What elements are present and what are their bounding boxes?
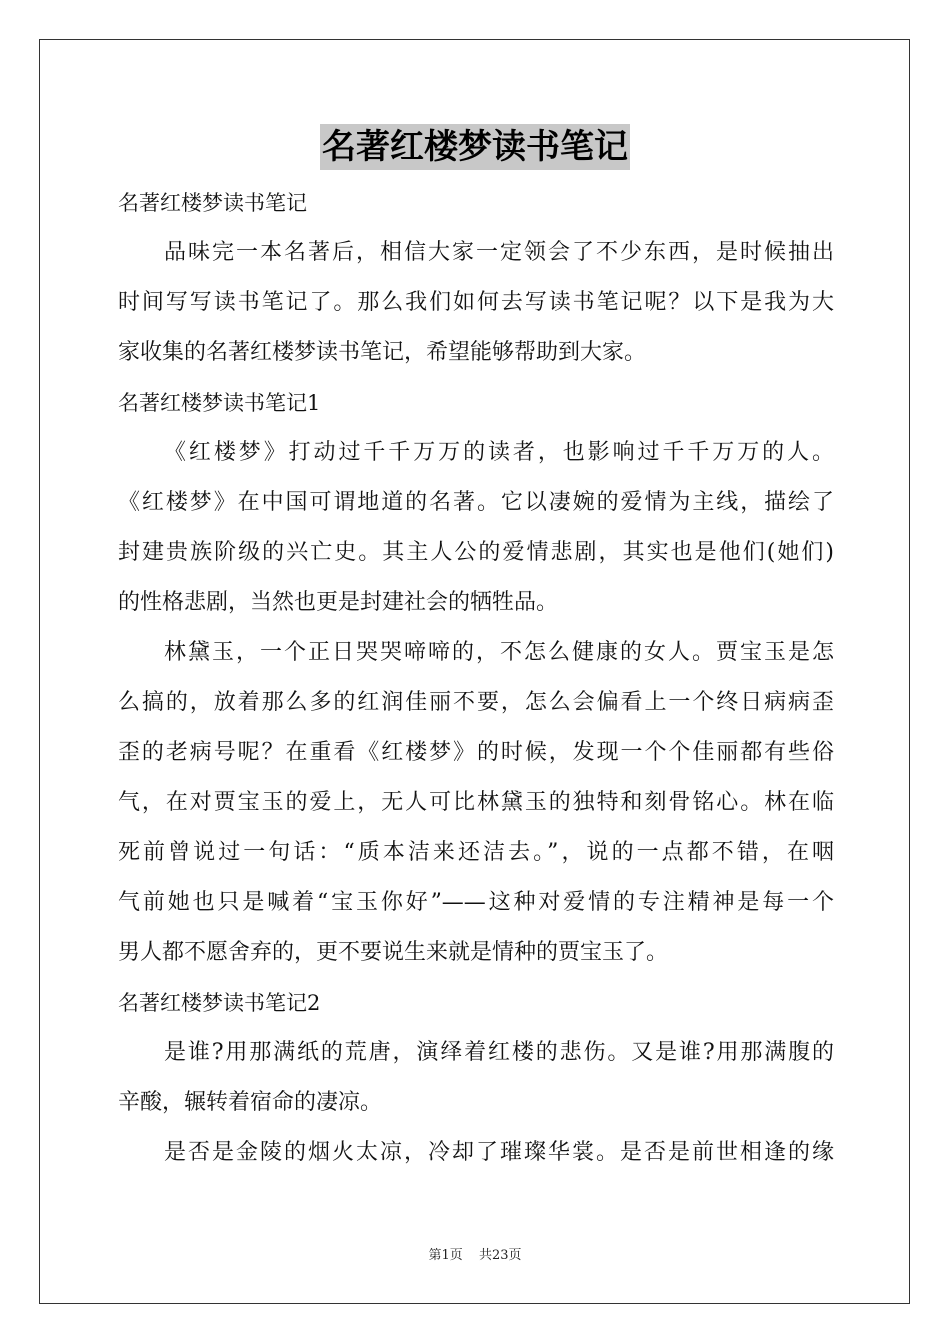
paragraph-line: 时间写写读书笔记了。那么我们如何去写读书笔记呢？以下是我为大 — [118, 290, 834, 315]
paragraph-line: 的性格悲剧，当然也更是封建社会的牺牲品。 — [118, 590, 559, 615]
paragraph-line: 男人都不愿舍弃的，更不要说生来就是情种的贾宝玉了。 — [118, 940, 669, 965]
paragraph-line: 辛酸，辗转着宿命的凄凉。 — [118, 1090, 383, 1115]
paragraph-line: 《红楼梦》打动过千千万万的读者，也影响过千千万万的人。 — [164, 440, 834, 465]
paragraph-line: 歪的老病号呢？在重看《红楼梦》的时候，发现一个个佳丽都有些俗 — [118, 740, 834, 765]
page-footer — [0, 1247, 950, 1265]
page-number: 第1页 — [428, 1248, 463, 1263]
paragraph-line: 么搞的，放着那么多的红润佳丽不要，怎么会偏看上一个终日病病歪 — [118, 690, 834, 715]
page-total: 共23页 — [478, 1248, 522, 1263]
paragraph-line: 《红楼梦》在中国可谓地道的名著。它以凄婉的爱情为主线，描绘了 — [118, 490, 834, 515]
section-heading: 名著红楼梦读书笔记2 — [118, 991, 321, 1015]
section-heading: 名著红楼梦读书笔记 — [118, 191, 307, 215]
title-container — [0, 124, 950, 170]
document-body — [118, 178, 834, 1178]
paragraph-line: 气前她也只是喊着“宝玉你好”——这种对爱情的专注精神是每一个 — [118, 890, 834, 915]
paragraph-line: 家收集的名著红楼梦读书笔记，希望能够帮助到大家。 — [118, 340, 647, 365]
paragraph-line: 气，在对贾宝玉的爱上，无人可比林黛玉的独特和刻骨铭心。林在临 — [118, 790, 834, 815]
paragraph-line: 封建贵族阶级的兴亡史。其主人公的爱情悲剧，其实也是他们(她们) — [118, 540, 834, 565]
paragraph-line: 品味完一本名著后，相信大家一定领会了不少东西，是时候抽出 — [164, 240, 834, 265]
paragraph-line: 是谁?用那满纸的荒唐，演绎着红楼的悲伤。又是谁?用那满腹的 — [164, 1040, 834, 1065]
paragraph-line: 林黛玉，一个正日哭哭啼啼的，不怎么健康的女人。贾宝玉是怎 — [164, 640, 834, 665]
section-heading: 名著红楼梦读书笔记1 — [118, 391, 321, 415]
document-title: 名著红楼梦读书笔记 — [320, 124, 630, 170]
paragraph-line: 是否是金陵的烟火太凉，冷却了璀璨华裳。是否是前世相逢的缘 — [164, 1140, 834, 1165]
paragraph-line: 死前曾说过一句话：“质本洁来还洁去。”，说的一点都不错，在咽 — [118, 840, 834, 865]
